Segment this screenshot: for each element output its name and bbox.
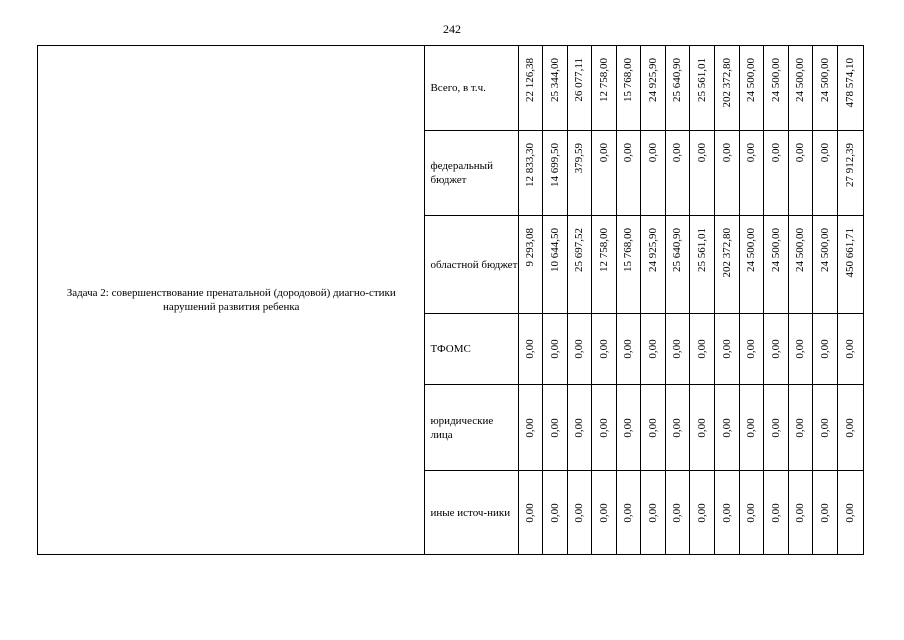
value-text: 0,00: [720, 417, 733, 438]
value-text: 0,00: [671, 417, 684, 438]
value-text: 379,59: [573, 143, 586, 174]
value-text: 0,00: [646, 502, 659, 523]
value-text: 0,00: [695, 417, 708, 438]
value-text: 0,00: [671, 339, 684, 359]
value-cell: [788, 385, 812, 471]
value-text: 24 500,00: [745, 58, 758, 102]
value-text: 15 768,00: [622, 228, 635, 272]
value-cell: [689, 471, 714, 555]
value-text: 24 500,00: [769, 228, 782, 272]
value-text: 0,00: [622, 143, 635, 163]
source-label-legal: юридические лица: [425, 385, 518, 471]
value-text: 0,00: [818, 417, 831, 438]
page-number: 242: [443, 22, 461, 36]
source-label-tfoms: ТФОМС: [425, 314, 518, 385]
value-text: 0,00: [720, 502, 733, 523]
value-text: 0,00: [597, 339, 610, 359]
value-cell: [837, 46, 863, 131]
value-cell: [640, 131, 665, 216]
value-cell: [542, 314, 567, 385]
value-cell: [518, 314, 542, 385]
value-text: 14 699,50: [548, 143, 561, 187]
value-cell: [518, 471, 542, 555]
value-text: 0,00: [524, 339, 537, 359]
value-text: 22 126,38: [524, 58, 537, 102]
value-cell: [591, 46, 616, 131]
value-text: 0,00: [818, 339, 831, 359]
value-text: 0,00: [573, 339, 586, 359]
value-text: 0,00: [597, 143, 610, 163]
value-text: 24 500,00: [818, 58, 831, 102]
task-description: Задача 2: совершенствование пренатальной (дородовой) диагно-стики нарушений развития ребенка: [66, 287, 396, 313]
value-cell: [714, 46, 739, 131]
value-cell: [714, 471, 739, 555]
value-cell: [812, 131, 837, 216]
value-cell: [665, 46, 689, 131]
value-cell: [739, 216, 763, 314]
value-text: 0,00: [622, 339, 635, 359]
value-cell: [665, 131, 689, 216]
value-text: 0,00: [573, 417, 586, 438]
value-cell: [812, 385, 837, 471]
value-cell: [714, 314, 739, 385]
value-text: 10 644,50: [548, 228, 561, 272]
value-cell: [763, 131, 788, 216]
value-cell: [567, 216, 591, 314]
value-cell: [542, 471, 567, 555]
value-cell: [640, 471, 665, 555]
value-text: 0,00: [695, 143, 708, 163]
value-text: 0,00: [573, 502, 586, 523]
value-cell: [567, 385, 591, 471]
value-text: 0,00: [769, 339, 782, 359]
value-text: 0,00: [745, 143, 758, 163]
value-cell: [788, 46, 812, 131]
value-cell: [763, 471, 788, 555]
value-text: 15 768,00: [622, 58, 635, 102]
value-text: 12 758,00: [597, 58, 610, 102]
value-text: 25 640,90: [671, 58, 684, 102]
source-label-total: Всего, в т.ч.: [425, 46, 518, 131]
value-text: 0,00: [745, 502, 758, 523]
value-cell: [518, 385, 542, 471]
value-text: 0,00: [622, 417, 635, 438]
value-cell: [689, 46, 714, 131]
value-text: 450 661,71: [844, 228, 857, 278]
value-cell: [640, 385, 665, 471]
value-cell: [665, 314, 689, 385]
value-cell: [837, 314, 863, 385]
value-cell: [591, 131, 616, 216]
value-cell: [542, 216, 567, 314]
value-text: 0,00: [818, 502, 831, 523]
value-cell: [714, 131, 739, 216]
value-cell: [812, 314, 837, 385]
value-text: 0,00: [745, 339, 758, 359]
value-cell: [714, 385, 739, 471]
value-text: 0,00: [597, 502, 610, 523]
value-text: 0,00: [671, 502, 684, 523]
value-text: 24 500,00: [769, 58, 782, 102]
value-text: 26 077,11: [573, 58, 586, 102]
value-text: 202 372,80: [720, 228, 733, 278]
value-text: 0,00: [720, 339, 733, 359]
value-text: 12 833,30: [524, 143, 537, 187]
value-cell: [812, 471, 837, 555]
value-text: 0,00: [548, 502, 561, 523]
value-text: 24 500,00: [794, 58, 807, 102]
value-cell: [542, 46, 567, 131]
value-text: 0,00: [646, 417, 659, 438]
value-text: 0,00: [844, 339, 857, 359]
value-cell: [616, 471, 640, 555]
value-cell: [739, 471, 763, 555]
value-text: 0,00: [769, 143, 782, 163]
value-cell: [763, 46, 788, 131]
value-text: 0,00: [794, 143, 807, 163]
value-text: 0,00: [720, 143, 733, 163]
value-text: 0,00: [794, 502, 807, 523]
source-label-federal: федеральный бюджет: [425, 131, 518, 216]
value-text: 0,00: [597, 417, 610, 438]
value-cell: [640, 216, 665, 314]
task-description-cell: [38, 46, 425, 555]
value-cell: [567, 131, 591, 216]
value-text: 478 574,10: [844, 58, 857, 108]
value-text: 25 640,90: [671, 228, 684, 272]
value-text: 0,00: [745, 417, 758, 438]
value-text: 0,00: [769, 417, 782, 438]
value-text: 0,00: [794, 339, 807, 359]
value-cell: [788, 471, 812, 555]
value-text: 24 500,00: [794, 228, 807, 272]
value-text: 0,00: [769, 502, 782, 523]
value-cell: [616, 46, 640, 131]
value-cell: [542, 385, 567, 471]
source-label-other: иные источ-ники: [425, 471, 518, 555]
value-cell: [788, 131, 812, 216]
row-total: [38, 46, 864, 131]
value-cell: [591, 216, 616, 314]
value-cell: [837, 216, 863, 314]
value-text: 25 697,52: [573, 228, 586, 272]
value-cell: [518, 46, 542, 131]
value-text: 0,00: [548, 417, 561, 438]
value-text: 25 561,01: [695, 228, 708, 272]
value-cell: [788, 314, 812, 385]
value-cell: [837, 131, 863, 216]
source-label-regional: областной бюджет: [425, 216, 518, 314]
value-text: 0,00: [844, 502, 857, 523]
value-text: 0,00: [622, 502, 635, 523]
funding-table: [37, 45, 864, 555]
value-cell: [739, 314, 763, 385]
value-text: 0,00: [524, 417, 537, 438]
value-text: 0,00: [818, 143, 831, 163]
value-cell: [739, 131, 763, 216]
value-cell: [739, 385, 763, 471]
value-cell: [640, 314, 665, 385]
value-cell: [616, 385, 640, 471]
value-text: 25 561,01: [695, 58, 708, 102]
value-cell: [788, 216, 812, 314]
value-cell: [739, 46, 763, 131]
value-cell: [665, 216, 689, 314]
value-cell: [689, 131, 714, 216]
value-text: 0,00: [646, 143, 659, 163]
value-cell: [837, 385, 863, 471]
value-cell: [665, 385, 689, 471]
value-text: 24 925,90: [646, 58, 659, 102]
value-cell: [616, 216, 640, 314]
value-text: 0,00: [844, 417, 857, 438]
value-cell: [837, 471, 863, 555]
value-cell: [665, 471, 689, 555]
value-cell: [567, 314, 591, 385]
value-text: 0,00: [794, 417, 807, 438]
value-cell: [689, 385, 714, 471]
value-text: 24 500,00: [818, 228, 831, 272]
value-cell: [763, 385, 788, 471]
value-cell: [567, 46, 591, 131]
value-cell: [542, 131, 567, 216]
value-text: 25 344,00: [548, 58, 561, 102]
value-cell: [812, 216, 837, 314]
value-text: 0,00: [548, 339, 561, 359]
value-text: 0,00: [646, 339, 659, 359]
value-text: 0,00: [671, 143, 684, 163]
value-text: 0,00: [524, 502, 537, 523]
value-cell: [591, 314, 616, 385]
value-cell: [616, 131, 640, 216]
value-cell: [518, 216, 542, 314]
value-cell: [714, 216, 739, 314]
value-text: 0,00: [695, 339, 708, 359]
value-cell: [616, 314, 640, 385]
value-text: 9 293,08: [524, 228, 537, 267]
value-cell: [812, 46, 837, 131]
value-cell: [763, 216, 788, 314]
value-text: 24 500,00: [745, 228, 758, 272]
value-cell: [763, 314, 788, 385]
value-text: 12 758,00: [597, 228, 610, 272]
value-cell: [567, 471, 591, 555]
value-cell: [689, 314, 714, 385]
value-text: 27 912,39: [844, 143, 857, 187]
value-cell: [640, 46, 665, 131]
value-cell: [689, 216, 714, 314]
value-cell: [518, 131, 542, 216]
value-text: 202 372,80: [720, 58, 733, 108]
value-cell: [591, 471, 616, 555]
value-text: 0,00: [695, 502, 708, 523]
value-cell: [591, 385, 616, 471]
value-text: 24 925,90: [646, 228, 659, 272]
